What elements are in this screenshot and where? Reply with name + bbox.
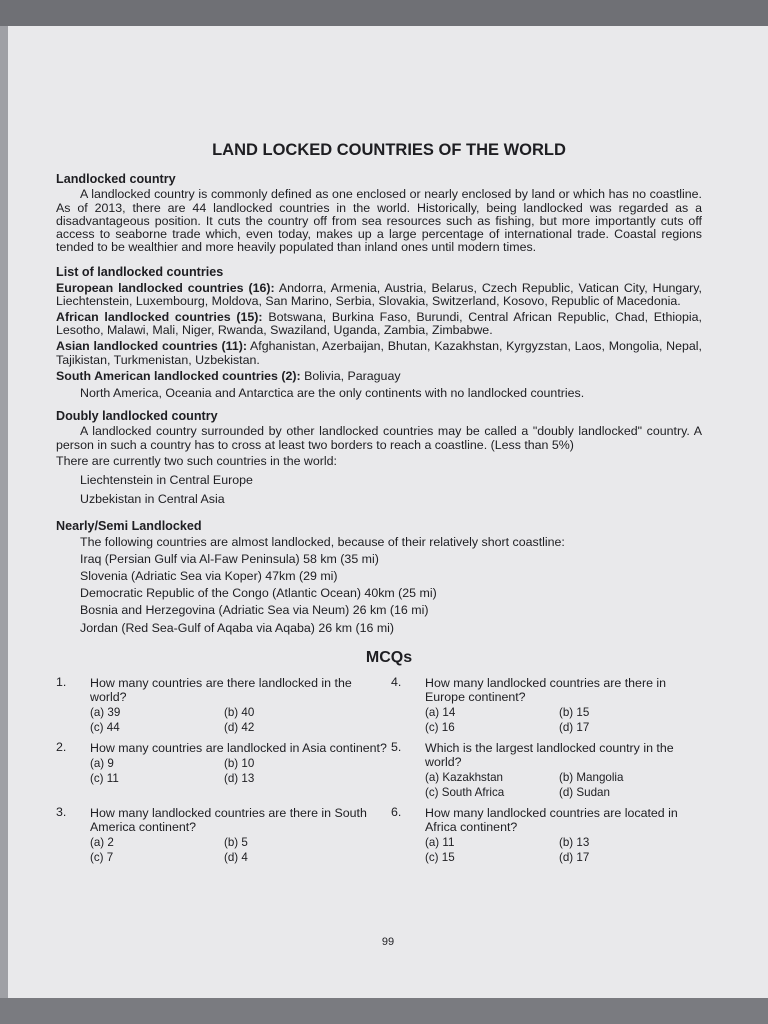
south-american-group bbox=[56, 370, 702, 383]
option-a: (a) 9 bbox=[90, 757, 114, 771]
question-text: How many landlocked countries are there in South America continent? bbox=[90, 806, 367, 835]
african-group bbox=[56, 311, 702, 337]
page-number: 99 bbox=[381, 936, 395, 948]
african-countries: Botswana, Burkina Faso, Burundi, Central African Republic, Chad, Ethiopia, Lesotho, Malawi, Mali, Niger, Rwanda, Swaziland, Uganda, Zambia, Zimbabwe. bbox=[56, 310, 702, 338]
question-text: Which is the largest landlocked country in the world? bbox=[425, 741, 674, 770]
option-c: (c) 16 bbox=[425, 721, 455, 735]
options bbox=[90, 835, 391, 865]
option-d: (d) 17 bbox=[559, 721, 590, 735]
option-c: (c) 7 bbox=[90, 851, 114, 865]
semi-item: Slovenia (Adriatic Sea via Koper) 47km (29 mi) bbox=[80, 569, 338, 584]
page-edge-top bbox=[0, 0, 768, 26]
semi-item: Bosnia and Herzegovina (Adriatic Sea via Neum) 26 km (16 mi) bbox=[80, 603, 429, 618]
option-d: (d) 17 bbox=[559, 851, 590, 865]
semi-heading: Nearly/Semi Landlocked bbox=[56, 519, 202, 534]
option-b: (b) 13 bbox=[559, 836, 590, 850]
doubly-item: Liechtenstein in Central Europe bbox=[80, 473, 253, 488]
european-group bbox=[56, 282, 702, 308]
south-american-countries: Bolivia, Paraguay bbox=[304, 368, 401, 383]
asian-label: Asian landlocked countries (11): bbox=[56, 339, 247, 354]
asian-group bbox=[56, 340, 702, 366]
semi-intro: The following countries are almost landlocked, because of their relatively short coastline: bbox=[80, 534, 565, 549]
question-text: How many countries are landlocked in Asia continent? bbox=[90, 741, 387, 756]
question-4 bbox=[391, 676, 702, 735]
european-countries: Andorra, Armenia, Austria, Belarus, Czech Republic, Vatican City, Hungary, Liechtenstein, Luxembourg, Moldova, San Marino, Serbia, Slovakia, Switzerland, Kosovo, Republic of Macedonia. bbox=[56, 280, 702, 308]
options bbox=[425, 835, 702, 865]
question-2 bbox=[56, 741, 391, 800]
doubly-text: A landlocked country surrounded by other landlocked countries may be called a "doubly landlocked" country. A person in such a country has to cross at least two borders to reach a coastline. (Less than 5%) bbox=[56, 424, 702, 452]
question-5 bbox=[391, 741, 702, 800]
mcq-list bbox=[56, 676, 702, 865]
option-b: (b) 10 bbox=[224, 757, 255, 771]
options bbox=[90, 705, 391, 735]
option-d: (d) 42 bbox=[224, 721, 255, 735]
option-d: (d) 4 bbox=[224, 851, 248, 865]
question-number: 2. bbox=[56, 740, 67, 755]
option-b: (b) 15 bbox=[559, 706, 590, 720]
question-3 bbox=[56, 806, 391, 865]
option-b: (b) 40 bbox=[224, 706, 255, 720]
options bbox=[425, 705, 702, 735]
semi-item: Democratic Republic of the Congo (Atlantic Ocean) 40km (25 mi) bbox=[80, 586, 437, 601]
option-c: (c) South Africa bbox=[425, 786, 505, 800]
question-1 bbox=[56, 676, 391, 735]
option-c: (c) 15 bbox=[425, 851, 455, 865]
option-b: (b) 5 bbox=[224, 836, 248, 850]
question-text: How many landlocked countries are located in Africa continent? bbox=[425, 806, 678, 835]
mcq-heading: MCQs bbox=[365, 648, 413, 666]
options bbox=[90, 756, 391, 786]
option-a: (a) Kazakhstan bbox=[425, 771, 503, 785]
page-title: LAND LOCKED COUNTRIES OF THE WORLD bbox=[212, 141, 566, 159]
landlocked-text: A landlocked country is commonly defined as one enclosed or nearly enclosed by land or which has no coastline. As of 2013, there are 44 landlocked countries in the world. Historically, being landlocked was regarded as a disadvantageous position. It cuts the country off from sea resources such as fishing, but more importantly cuts off access to seaborne trade which, even today, makes up a large percentage of international trade. Coastal regions tended to be wealthier and more heavily populated than inland ones until modern times. bbox=[56, 187, 702, 255]
option-a: (a) 11 bbox=[425, 836, 455, 850]
question-number: 3. bbox=[56, 805, 67, 820]
option-d: (d) Sudan bbox=[559, 786, 610, 800]
doubly-item: Uzbekistan in Central Asia bbox=[80, 492, 225, 507]
question-number: 4. bbox=[391, 675, 402, 690]
option-c: (c) 44 bbox=[90, 721, 120, 735]
semi-item: Jordan (Red Sea-Gulf of Aqaba via Aqaba) 26 km (16 mi) bbox=[80, 620, 395, 635]
asian-countries: Afghanistan, Azerbaijan, Bhutan, Kazakhstan, Kyrgyzstan, Laos, Mongolia, Nepal, Tajikistan, Turkmenistan, Uzbekistan. bbox=[56, 339, 702, 367]
question-text: How many countries are there landlocked in the world? bbox=[90, 676, 352, 705]
question-number: 5. bbox=[391, 740, 402, 755]
option-a: (a) 39 bbox=[90, 706, 121, 720]
page-edge-bottom bbox=[0, 998, 768, 1024]
list-heading: List of landlocked countries bbox=[56, 265, 224, 280]
semi-item: Iraq (Persian Gulf via Al-Faw Peninsula) 58 km (35 mi) bbox=[80, 551, 379, 566]
book-page bbox=[8, 26, 768, 998]
page-content bbox=[56, 141, 702, 865]
doubly-heading: Doubly landlocked country bbox=[56, 409, 218, 424]
doubly-count-line: There are currently two such countries in the world: bbox=[56, 453, 337, 468]
south-american-label: South American landlocked countries (2): bbox=[56, 368, 301, 383]
option-d: (d) 13 bbox=[224, 772, 255, 786]
question-text: How many landlocked countries are there in Europe continent? bbox=[425, 676, 667, 705]
option-b: (b) Mangolia bbox=[559, 771, 624, 785]
continents-note: North America, Oceania and Antarctica are the only continents with no landlocked countries. bbox=[80, 386, 585, 401]
option-a: (a) 2 bbox=[90, 836, 114, 850]
landlocked-heading: Landlocked country bbox=[56, 172, 176, 187]
question-number: 6. bbox=[391, 805, 402, 820]
options bbox=[425, 770, 702, 800]
question-number: 1. bbox=[56, 675, 67, 690]
african-label: African landlocked countries (15): bbox=[56, 310, 263, 325]
option-c: (c) 11 bbox=[90, 772, 119, 786]
european-label: European landlocked countries (16): bbox=[56, 280, 275, 295]
option-a: (a) 14 bbox=[425, 706, 456, 720]
question-6 bbox=[391, 806, 702, 865]
